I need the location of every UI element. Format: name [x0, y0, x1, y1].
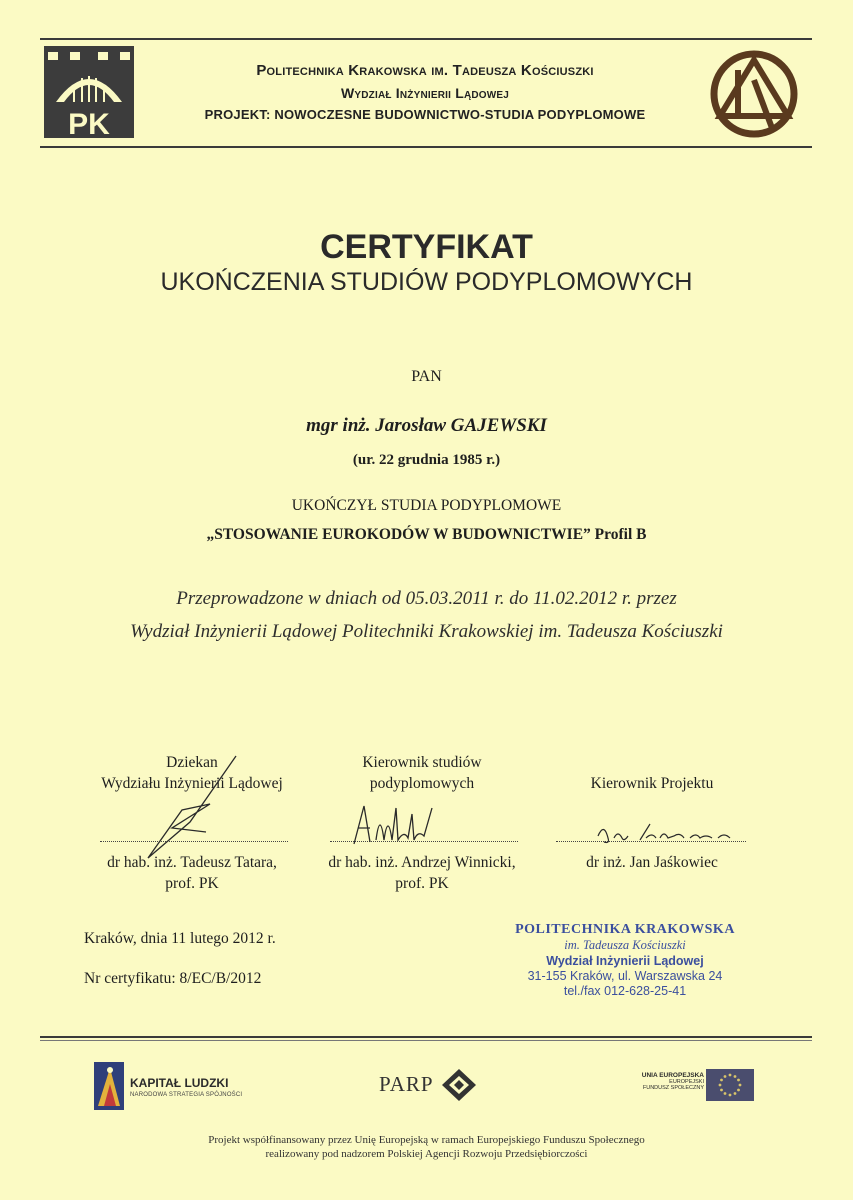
recipient-name: mgr inż. Jarosław GAJEWSKI	[306, 415, 547, 436]
dean-role-line2: Wydziału Inżynierii Lądowej	[101, 775, 283, 792]
stamp-line1: POLITECHNIKA KRAKOWSKA	[515, 922, 735, 937]
dean-name-block	[80, 852, 304, 894]
footer-bottom-rule	[40, 1040, 812, 1041]
dean-role-line1: Dziekan	[166, 754, 218, 771]
salutation: PAN	[411, 368, 442, 385]
signature-block-project-head	[552, 773, 752, 794]
eu-label-line1: UNIA EUROPEJSKA	[641, 1072, 704, 1079]
footer-top-rule	[40, 1036, 812, 1038]
completion-statement: UKOŃCZYŁ STUDIA PODYPLOMOWE	[291, 497, 562, 514]
footer-note-line1: Projekt współfinansowany przez Unię Europejską w ramach Europejskiego Funduszu Społecznego	[208, 1134, 645, 1146]
program-head-name: dr hab. inż. Andrzej Winnicki,	[328, 854, 516, 871]
recipient-birth-date: (ur. 22 grudnia 1985 r.)	[352, 452, 501, 468]
stamp-line3: Wydział Inżynierii Lądowej	[546, 954, 704, 968]
project-name: PROJEKT: NOWOCZESNE BUDOWNICTWO-STUDIA PODYPLOMOWE	[204, 107, 646, 122]
footer-note-line2: realizowany pod nadzorem Polskiej Agencji Rozwoju Przedsiębiorczości	[265, 1148, 588, 1160]
eu-label-block	[620, 1072, 704, 1091]
eu-flag-icon	[706, 1069, 754, 1101]
conducted-by: Wydział Inżynierii Lądowej Politechniki Krakowskiej im. Tadeusza Kościuszki	[130, 621, 723, 642]
program-head-name-block	[312, 852, 532, 894]
faculty-emblem-icon	[708, 50, 800, 138]
stamp-line2: im. Tadeusza Kościuszki	[564, 938, 686, 952]
program-head-title: prof. PK	[395, 875, 449, 892]
header-bottom-rule	[40, 146, 812, 148]
program-head-role-line1: Kierownik studiów	[362, 754, 482, 771]
parp-label: PARP	[379, 1072, 434, 1096]
project-head-name-block	[552, 852, 752, 873]
certificate-subtitle: UKOŃCZENIA STUDIÓW PODYPLOMOWYCH	[160, 268, 693, 296]
university-stamp	[500, 922, 750, 999]
program-head-signature-image	[350, 800, 450, 850]
project-head-signature-image	[594, 818, 744, 848]
conducted-dates: Przeprowadzone w dniach od 05.03.2011 r. do 11.02.2012 r. przez	[176, 588, 677, 609]
parp-logo-icon	[441, 1068, 477, 1102]
project-head-name: dr inż. Jan Jaśkowiec	[586, 854, 718, 871]
eu-label-line3: FUNDUSZ SPOŁECZNY	[642, 1085, 704, 1091]
stamp-line5: tel./fax 012-628-25-41	[563, 984, 687, 998]
dean-signature-image	[128, 752, 238, 862]
certificate-title: CERTYFIKAT	[320, 228, 533, 266]
stamp-line4: 31-155 Kraków, ul. Warszawska 24	[527, 969, 723, 983]
kapital-ludzki-label: KAPITAŁ LUDZKI	[130, 1076, 229, 1090]
faculty-name: Wydział Inżynierii Lądowej	[340, 85, 510, 101]
header-text	[130, 60, 720, 126]
program-head-role-line2: podyplomowych	[369, 775, 475, 792]
university-name: Politechnika Krakowska im. Tadeusza Kościuszki	[256, 62, 594, 79]
kapital-ludzki-logo-icon	[94, 1062, 124, 1110]
project-head-role: Kierownik Projektu	[590, 775, 714, 792]
kapital-ludzki-subtitle: NARODOWA STRATEGIA SPÓJNOŚCI	[130, 1092, 243, 1098]
eu-label-line2: EUROPEJSKI	[669, 1079, 704, 1085]
dean-name: dr hab. inż. Tadeusz Tatara,	[107, 854, 277, 871]
certificate-number: Nr certyfikatu: 8/EC/B/2012	[84, 970, 262, 987]
program-name: „STOSOWANIE EUROKODÓW W BUDOWNICTWIE” Profil B	[206, 526, 647, 543]
signature-block-program-head	[312, 752, 532, 794]
header-top-rule	[40, 38, 812, 40]
place-and-date: Kraków, dnia 11 lutego 2012 r.	[84, 930, 276, 947]
pk-logo-icon	[44, 46, 134, 138]
dean-title: prof. PK	[165, 875, 219, 892]
pk-logo-text: PK	[68, 108, 110, 138]
